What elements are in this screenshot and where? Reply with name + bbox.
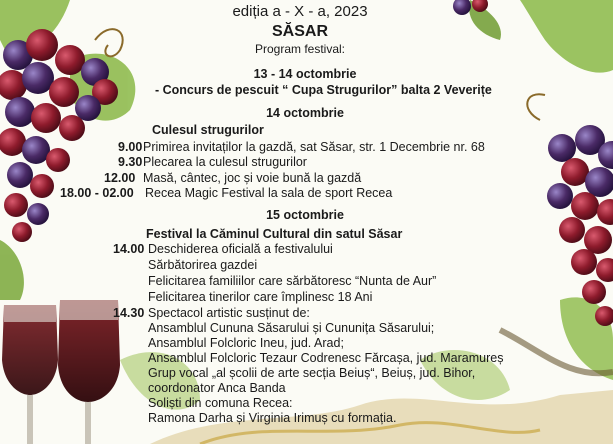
day2-title: Culesul strugurilor [152, 123, 264, 137]
day3-date: 15 octombrie [266, 208, 344, 222]
day2-item-time: 9.30 [118, 155, 143, 169]
opening-line: Deschiderea oficială a festivalului [148, 242, 333, 256]
opening-time: 14.00 [113, 242, 145, 256]
opening-line: Felicitarea familiilor care sărbătoresc “Nunta de Aur” [148, 274, 437, 288]
show-time: 14.30 [113, 306, 145, 320]
wine-glass-icon [2, 300, 120, 444]
day2-item-time: 12.00 [104, 171, 136, 185]
show-line: Soliști din comuna Recea: [148, 396, 293, 410]
day3-title: Festival la Căminul Cultural din satul Săsar [146, 227, 403, 241]
show-line: Grup vocal „al școlii de arte secția Beiuș“, Beiuș, jud. Bihor, [148, 366, 476, 380]
show-line: Ansamblul Folcloric Tezaur Codrenesc Fărcașa, jud. Maramureș [148, 351, 504, 365]
day2-item-text: Recea Magic Festival la sala de sport Recea [145, 186, 393, 200]
show-line: Ramona Darha și Virginia Irimuș cu formația. [148, 411, 397, 425]
show-line: coordonator Anca Banda [148, 381, 286, 395]
grape-cluster-right [547, 125, 613, 326]
show-line: Ansamblul Folcloric Ineu, jud. Arad; [148, 336, 344, 350]
show-line: Ansamblul Cununa Săsarului și Cununița Săsarului; [148, 321, 435, 335]
day1-event: - Concurs de pescuit “ Cupa Strugurilor” balta 2 Veverițe [155, 83, 492, 97]
day2-item-time: 18.00 - 02.00 [60, 186, 134, 200]
edition-title: ediția a - X - a, 2023 [232, 3, 368, 20]
day2-item-time: 9.00 [118, 140, 143, 154]
day2-date: 14 octombrie [266, 106, 344, 120]
day1-date: 13 - 14 octombrie [253, 67, 357, 81]
opening-line: Sărbătorirea gazdei [148, 258, 258, 272]
day2-item-text: Plecarea la culesul strugurilor [143, 155, 307, 169]
opening-line: Felicitarea tinerilor care împlinesc 18 Ani [148, 290, 373, 304]
village-title: SĂSAR [271, 23, 328, 40]
program-label: Program festival: [254, 42, 346, 56]
show-line: Spectacol artistic susținut de: [148, 306, 310, 320]
grape-cluster-left [0, 29, 118, 242]
day2-item-text: Masă, cântec, joc și voie bună la gazdă [143, 171, 362, 185]
day2-item-text: Primirea invitaților la gazdă, sat Săsar, str. 1 Decembrie nr. 68 [143, 140, 485, 154]
